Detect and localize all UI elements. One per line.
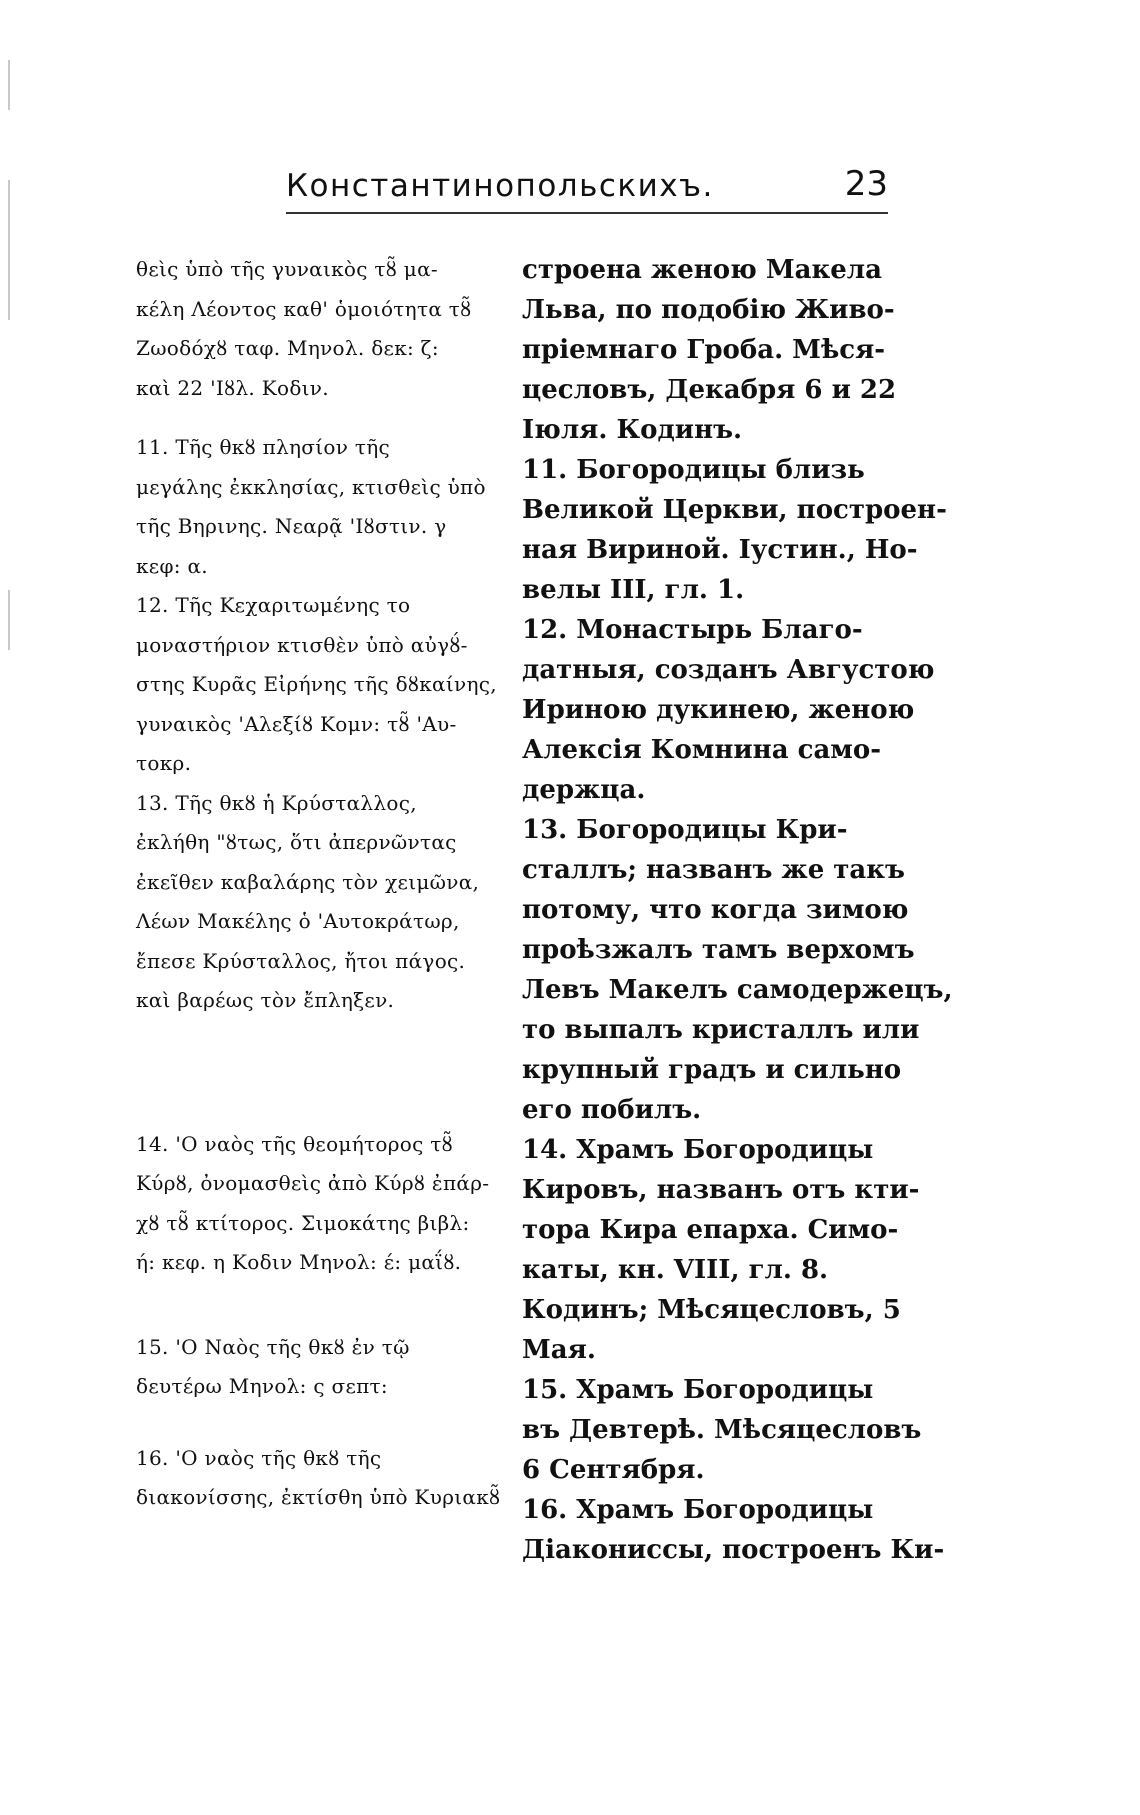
russian-line: Ириною дукинею, женою — [522, 695, 915, 725]
greek-line: καὶ 22 'Ιȣλ. Κοδιν. — [136, 375, 329, 400]
russian-line: 16. Храмъ Богородицы — [522, 1495, 874, 1525]
russian-line: въ Девтерѣ. Мѣсяцесловъ — [522, 1415, 922, 1445]
greek-line: 13. Τῆς θκȣ ἡ Κρύσταλλος, — [136, 790, 417, 815]
russian-line: проѣзжалъ тамъ верхомъ — [522, 935, 915, 965]
russian-line: Іюля. Кодинъ. — [522, 415, 743, 445]
russian-line: цесловъ, Декабря 6 и 22 — [522, 375, 897, 405]
paragraph-gap — [136, 1407, 496, 1439]
paragraph-gap — [136, 408, 496, 428]
russian-line: 11. Богородицы близь — [522, 455, 865, 485]
russian-line: 15. Храмъ Богородицы — [522, 1375, 874, 1405]
greek-line: ἐκεῖθεν καβαλάρης τὸν χειμῶνα, — [136, 869, 480, 894]
scan-edge-top — [8, 60, 10, 110]
greek-line: τῆς Βηρινης. Νεαρᾷ 'Ιȣστιν. γ — [136, 514, 447, 538]
greek-line: κεφ: α. — [136, 553, 208, 578]
russian-line: Кировъ, названъ отъ кти- — [522, 1175, 920, 1205]
greek-line: τοκρ. — [136, 751, 192, 775]
greek-line: Ζωοδόχȣ ταφ. Μηνολ. δεκ: ζ: — [136, 336, 439, 360]
greek-line: διακονίσσης, ἐκτίσθη ὑπὸ Κυριακȣ̃ — [136, 1485, 501, 1509]
greek-line: δευτέρω Μηνολ: ς σεπτ: — [136, 1374, 388, 1398]
greek-line: μεγάλης ἐκκλησίας, κτισθεὶς ὑπὸ — [136, 474, 486, 499]
russian-line: Алексія Комнина само- — [522, 735, 882, 765]
greek-line: 11. Τῆς θκȣ πλησίον τῆς — [136, 435, 390, 459]
page-number: 23 — [844, 164, 888, 204]
russian-line: его побилъ. — [522, 1095, 702, 1125]
russian-line: тора Кира епарха. Симо- — [522, 1215, 899, 1245]
russian-line: Діакониссы, построенъ Ки- — [522, 1535, 945, 1565]
russian-line: 14. Храмъ Богородицы — [522, 1135, 874, 1165]
greek-line: Λέων Μακέλης ὁ 'Αυτοκράτωρ, — [136, 909, 460, 933]
russian-line: Великой Церкви, построен- — [522, 495, 947, 525]
greek-line: γυναικὸς 'Αλεξίȣ Κομν: τȣ̃ 'Αυ- — [136, 711, 457, 736]
greek-line: καὶ βαρέως τὸν ἔπληξεν. — [136, 988, 395, 1012]
russian-line: 13. Богородицы Кри- — [522, 815, 848, 845]
scan-edge-lower — [8, 590, 10, 650]
russian-line: крупный градъ и сильно — [522, 1055, 902, 1085]
paragraph-gap — [136, 1021, 496, 1125]
russian-line: Мая. — [522, 1335, 596, 1365]
greek-line: θεὶς ὑπὸ τῆς γυναικὸς τȣ̃ μα- — [136, 257, 438, 281]
scan-edge-middle — [8, 180, 10, 320]
russian-line: держца. — [522, 775, 646, 805]
paragraph-gap — [136, 1283, 496, 1328]
page-header — [286, 160, 888, 218]
greek-line: ἐκλήθη "ȣτως, ὅτι ἀπερνῶντας — [136, 830, 457, 854]
running-title: Константинопольскихъ. — [286, 168, 714, 204]
greek-line: 15. 'Ο Ναὸς τῆς θκȣ ἐν τῷ — [136, 1334, 410, 1359]
greek-line: χȣ τȣ̃ κτίτορος. Σιμοκάτης βιβλ: — [136, 1210, 470, 1235]
greek-line: 16. 'Ο ναὸς τῆς θκȣ τῆς — [136, 1445, 382, 1470]
russian-line: велы III, гл. 1. — [522, 575, 745, 605]
russian-line: Левъ Макелъ самодержецъ, — [522, 975, 953, 1005]
greek-line: μοναστήριον κτισθὲν ὑπὸ αὐγȣ́- — [136, 632, 468, 657]
russian-line: каты, кн. VIII, гл. 8. — [522, 1255, 829, 1285]
greek-line: 12. Τῆς Κεχαριτωμένης το — [136, 593, 411, 617]
russian-line: строена женою Макела — [522, 255, 882, 285]
russian-line: Льва, по подобію Живо- — [522, 295, 895, 325]
greek-line: κέλη Λέοντος καθ' ὁμοιότητα τȣ̃ — [136, 296, 472, 321]
greek-line: 14. 'Ο ναὸς τῆς θεομήτορος τȣ̃ — [136, 1131, 453, 1156]
russian-line: потому, что когда зимою — [522, 895, 909, 925]
russian-line: 6 Сентября. — [522, 1455, 705, 1485]
russian-line: 12. Монастырь Благо- — [522, 615, 863, 645]
greek-line: ἔπεσε Κρύσταλλος, ἤτοι πάγος. — [136, 948, 466, 973]
russian-column — [522, 250, 953, 1570]
greek-column — [136, 250, 501, 1518]
header-rule — [286, 212, 888, 214]
russian-line: Кодинъ; Мѣсяцесловъ, 5 — [522, 1295, 901, 1325]
russian-line: пріемнаго Гроба. Мѣся- — [522, 335, 886, 365]
greek-line: Κύρȣ, ὀνομασθεὶς ἀπὸ Κύρȣ ἐπάρ- — [136, 1171, 490, 1195]
russian-line: сталлъ; названъ же такъ — [522, 855, 905, 885]
russian-line: датныя, созданъ Августою — [522, 655, 935, 685]
greek-line: στης Κυρᾶς Εἰρήνης τῆς δȣκαίνης, — [136, 672, 497, 696]
russian-line: ная Вириной. Іустин., Но- — [522, 535, 918, 565]
greek-line: ή: κεφ. η Κοδιν Μηνολ: έ: μαΐȣ. — [136, 1250, 462, 1274]
russian-line: то выпалъ кристаллъ или — [522, 1015, 920, 1045]
